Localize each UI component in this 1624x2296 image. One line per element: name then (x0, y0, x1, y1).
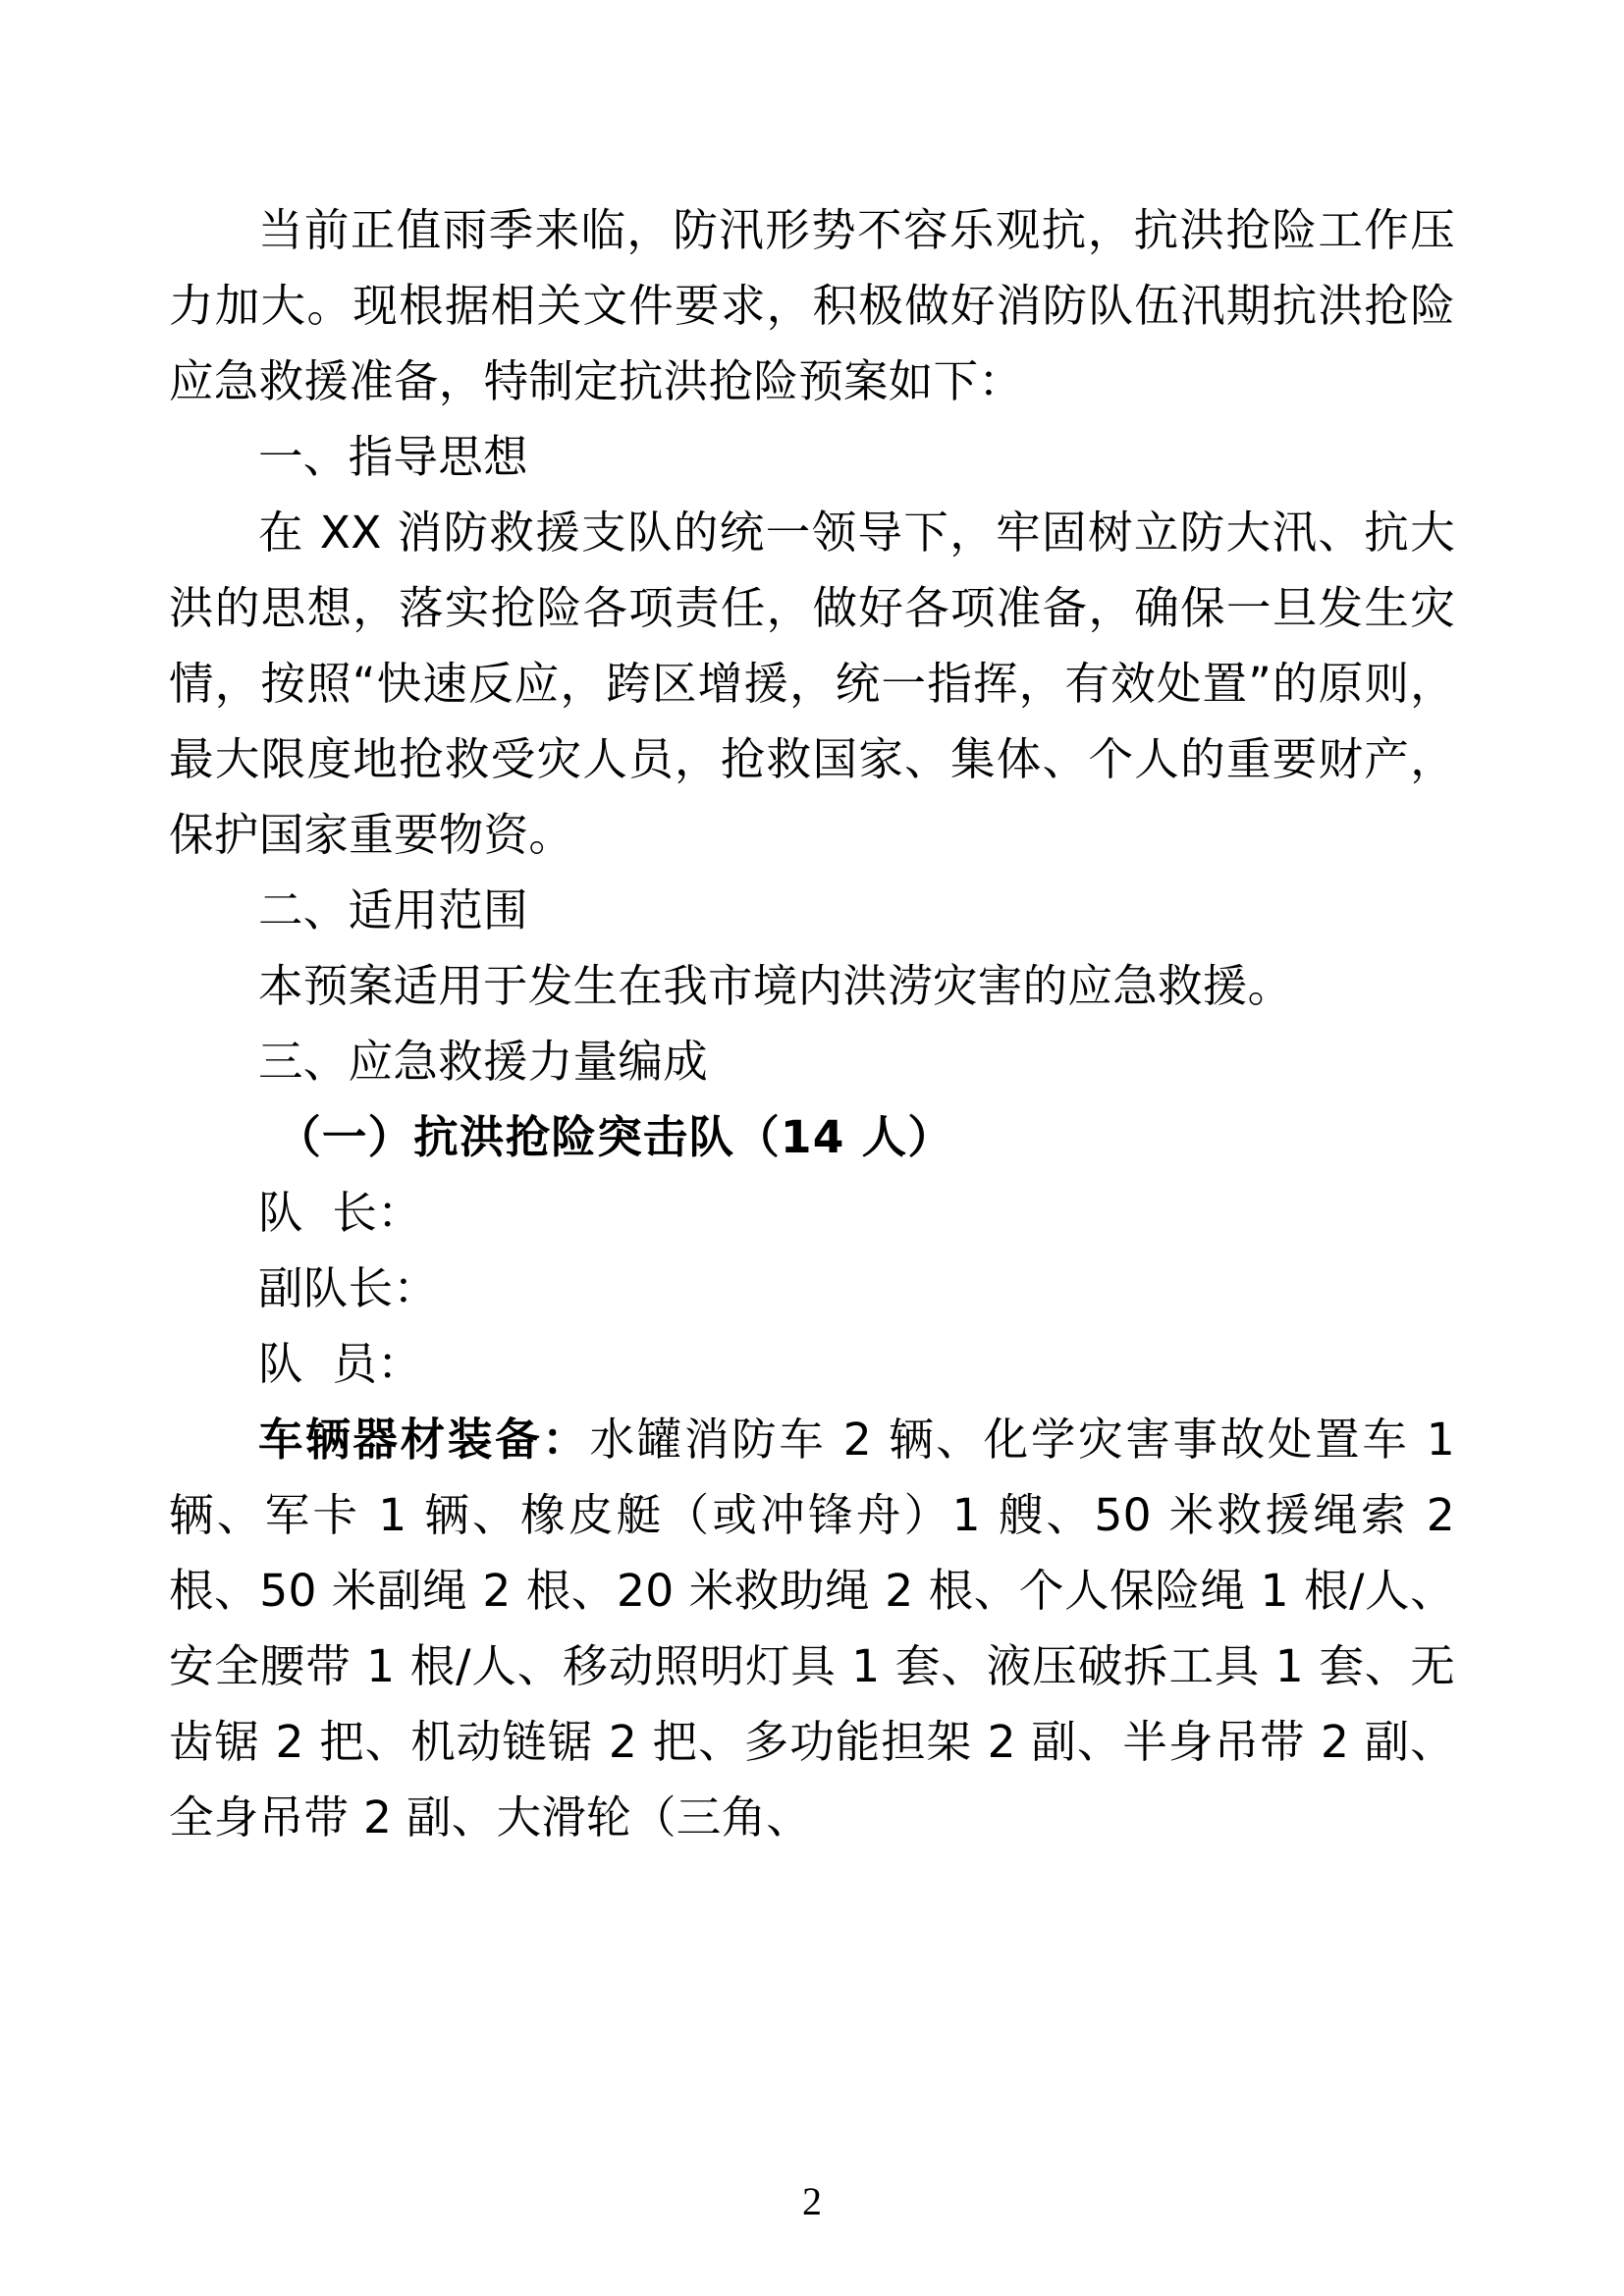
equipment-list: 水罐消防车 2 辆、化学灾害事故处置车 1 辆、军卡 1 辆、橡皮艇（或冲锋舟）1 艘、50 米救援绳索 2 根、50 米副绳 2 根、20 米救助绳 2 根、个人保险绳 1 根/人、安全腰带 1 根/人、移动照明灯具 1 套、液压破拆工具 1 套、无齿锯 2 把、机动链锯 2 把、多功能担架 2 副、半身吊带 2 副、全身吊带 2 副、大滑轮（三角、 (169, 1414, 1455, 1843)
equipment-label: 车辆器材装备： (258, 1414, 590, 1466)
section-heading-scope: 二、适用范围 (258, 884, 528, 936)
section-heading-guiding-ideology: 一、指导思想 (258, 431, 528, 483)
intro-paragraph: 当前正值雨季来临，防汛形势不容乐观抗，抗洪抢险工作压力加大。现根据相关文件要求，积极做好消防队伍汛期抗洪抢险应急救援准备，特制定抗洪抢险预案如下： (169, 204, 1455, 407)
roster-captain-line: 队 长： (258, 1187, 422, 1239)
section-body-guiding-ideology: 在 XX 消防救援支队的统一领导下，牢固树立防大汛、抗大洪的思想，落实抢险各项责任，做好各项准备，确保一旦发生灾情，按照“快速反应，跨区增援，统一指挥，有效处置”的原则，最大限度地抢救受灾人员，抢救国家、集体、个人的重要财产，保护国家重要物资。 (169, 507, 1455, 861)
section-body-scope: 本预案适用于发生在我市境内洪涝灾害的应急救援。 (258, 960, 1293, 1012)
roster-members-line: 队 员： (258, 1338, 422, 1390)
roster-vice-captain-line: 副队长： (258, 1262, 439, 1314)
page-number: 2 (802, 2179, 822, 2223)
equipment-paragraph (169, 1402, 1455, 1855)
section-heading-force-composition: 三、应急救援力量编成 (258, 1036, 709, 1088)
document-body (169, 192, 1455, 1855)
subsection-heading-assault-team: （一）抗洪抢险突击队（14 人） (276, 1111, 954, 1163)
